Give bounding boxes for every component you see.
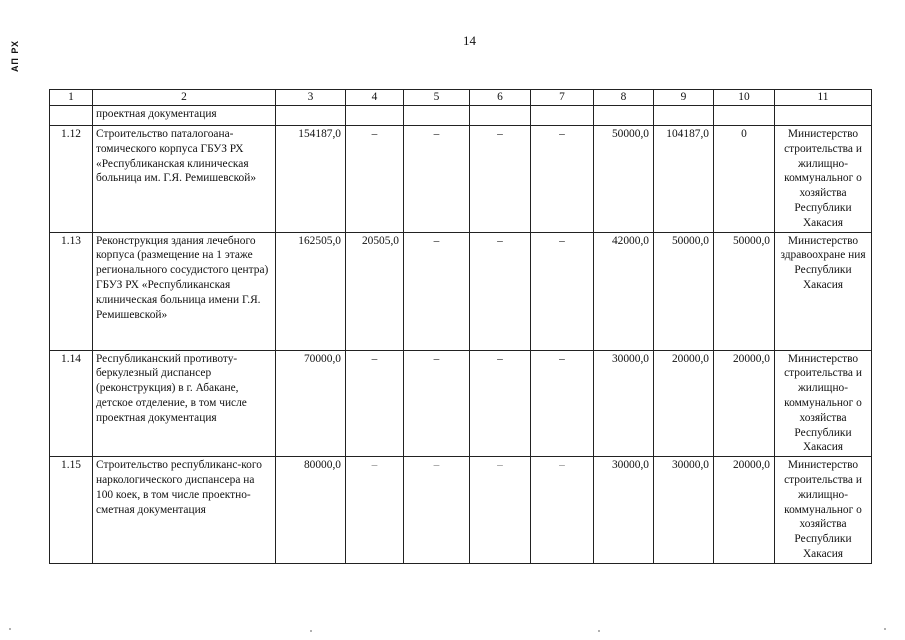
table-cell — [594, 106, 654, 126]
header-row — [50, 90, 872, 106]
continuation-row — [50, 106, 872, 126]
value-col10: 20000,0 — [714, 350, 775, 457]
table-cell — [654, 106, 714, 126]
value-col7: – — [531, 350, 594, 457]
value-col9: 50000,0 — [654, 232, 714, 350]
project-description: Строительство паталогоана-томического корпуса ГБУЗ РХ «Республиканская клиническая больница им. Г.Я. Ремишевской» — [93, 126, 276, 233]
row-number: 1.12 — [50, 126, 93, 233]
table-cell — [470, 106, 531, 126]
value-col3: 80000,0 — [276, 457, 346, 564]
header-cell: 3 — [276, 90, 346, 106]
value-col5: – — [404, 126, 470, 233]
header-cell: 8 — [594, 90, 654, 106]
header-cell: 1 — [50, 90, 93, 106]
header-cell: 2 — [93, 90, 276, 106]
value-col6: – — [470, 232, 531, 350]
table-row — [50, 350, 872, 457]
table-cell — [50, 106, 93, 126]
scan-speck — [598, 630, 600, 632]
responsible-ministry: Министерство здравоохране ния Республики Хакасия — [775, 232, 872, 350]
value-col7: – — [531, 457, 594, 564]
table-row — [50, 126, 872, 233]
value-col5: – — [404, 457, 470, 564]
header-cell: 9 — [654, 90, 714, 106]
side-stamp-label: АП РХ — [10, 40, 20, 73]
value-col10: 20000,0 — [714, 457, 775, 564]
responsible-ministry: Министерство строительства и жилищно-коммунальног о хозяйства Республики Хакасия — [775, 350, 872, 457]
project-description: Строительство республиканс-кого наркологического диспансера на 100 коек, в том числе проектно-сметная документация — [93, 457, 276, 564]
header-cell: 5 — [404, 90, 470, 106]
value-col3: 70000,0 — [276, 350, 346, 457]
value-col3: 162505,0 — [276, 232, 346, 350]
header-cell: 10 — [714, 90, 775, 106]
value-col8: 50000,0 — [594, 126, 654, 233]
value-col7: – — [531, 126, 594, 233]
value-col8: 30000,0 — [594, 457, 654, 564]
value-col8: 30000,0 — [594, 350, 654, 457]
value-col5: – — [404, 232, 470, 350]
header-cell: 11 — [775, 90, 872, 106]
row-number: 1.14 — [50, 350, 93, 457]
responsible-ministry: Министерство строительства и жилищно-коммунальног о хозяйства Республики Хакасия — [775, 126, 872, 233]
table-cell — [346, 106, 404, 126]
value-col9: 20000,0 — [654, 350, 714, 457]
responsible-ministry: Министерство строительства и жилищно-коммунальног о хозяйства Республики Хакасия — [775, 457, 872, 564]
continuation-text: проектная документация — [93, 106, 276, 126]
header-cell: 4 — [346, 90, 404, 106]
row-number: 1.13 — [50, 232, 93, 350]
scan-speck — [310, 630, 312, 632]
project-description: Реконструкция здания лечебного корпуса (размещение на 1 этаже регионального сосудистого центра) ГБУЗ РХ «Республиканская клиническая больница имени Г.Я. Ремишевской» — [93, 232, 276, 350]
row-number: 1.15 — [50, 457, 93, 564]
value-col4: – — [346, 350, 404, 457]
budget-table — [49, 89, 872, 564]
value-col4: 20505,0 — [346, 232, 404, 350]
value-col9: 30000,0 — [654, 457, 714, 564]
project-description: Республиканский противоту-беркулезный диспансер (реконструкция) в г. Абакане, детское отделение, в том числе проектная документация — [93, 350, 276, 457]
scan-speck — [884, 628, 886, 630]
header-cell: 7 — [531, 90, 594, 106]
value-col7: – — [531, 232, 594, 350]
value-col6: – — [470, 126, 531, 233]
value-col10: 0 — [714, 126, 775, 233]
value-col6: – — [470, 350, 531, 457]
table-cell — [714, 106, 775, 126]
value-col8: 42000,0 — [594, 232, 654, 350]
value-col3: 154187,0 — [276, 126, 346, 233]
value-col9: 104187,0 — [654, 126, 714, 233]
page-number: 14 — [463, 33, 476, 48]
header-cell: 6 — [470, 90, 531, 106]
value-col6: – — [470, 457, 531, 564]
table-cell — [775, 106, 872, 126]
table-row — [50, 457, 872, 564]
table-cell — [404, 106, 470, 126]
value-col5: – — [404, 350, 470, 457]
table-row — [50, 232, 872, 350]
table-cell — [276, 106, 346, 126]
scan-speck — [9, 628, 11, 630]
value-col4: – — [346, 126, 404, 233]
value-col4: – — [346, 457, 404, 564]
table-cell — [531, 106, 594, 126]
value-col10: 50000,0 — [714, 232, 775, 350]
